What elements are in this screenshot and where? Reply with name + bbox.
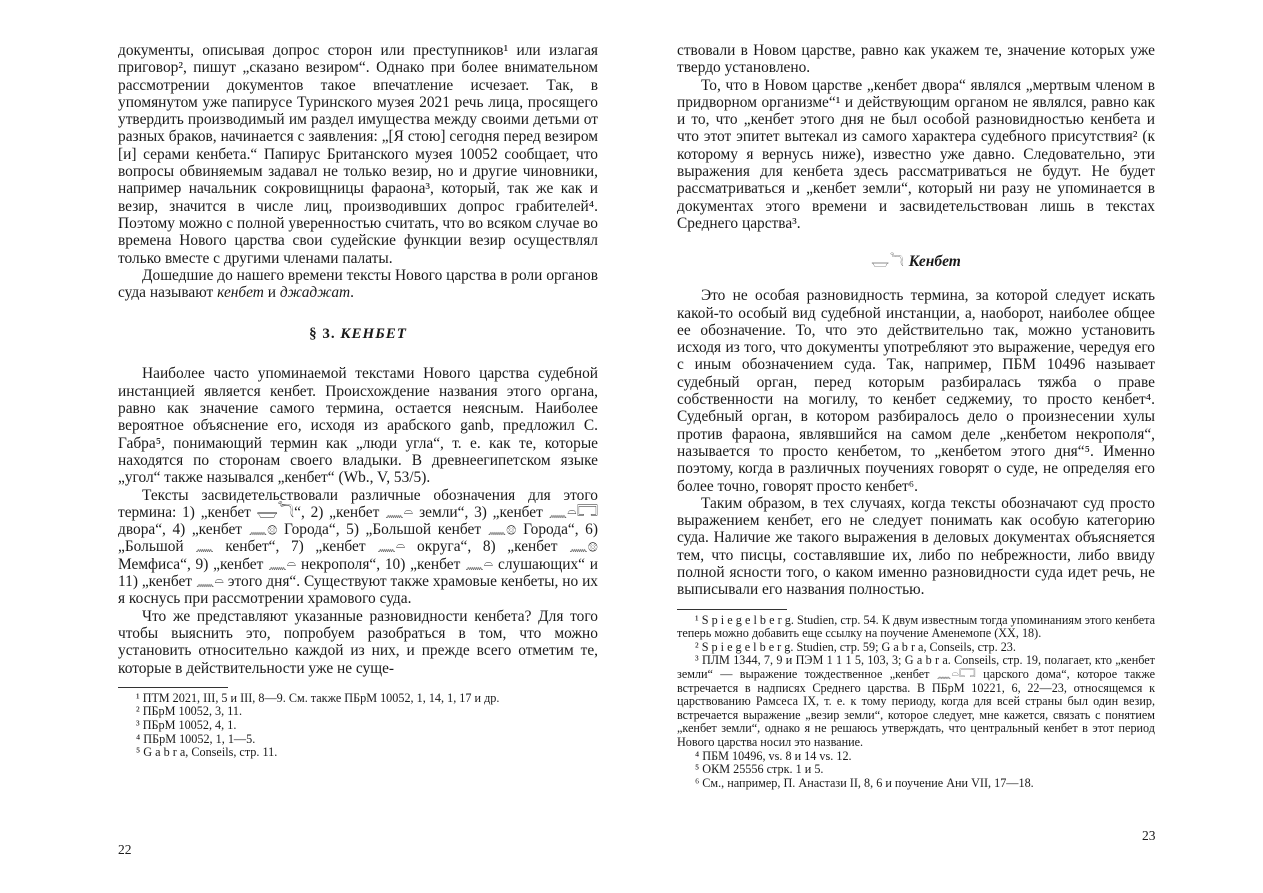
page-number-right: 23 <box>1142 828 1156 843</box>
footnote-divider <box>677 609 787 610</box>
subsection-title: Кенбет <box>908 253 961 271</box>
left-paragraph-4: Тексты засвидетельствовали различные обозначения для этого термина: 1) „кенбет 𓉿𓆓“, 2) „кенбет 𓈖𓏏 земли“, 3) „кенбет 𓈖𓏏𓉐 двора“, 4) „кенбет 𓈖𓊖 Города“, 5) „Большой кенбет 𓈖𓊖 Города“, 6) „Большой 𓈖 кенбет“, 7) „кенбет 𓈖𓏏 округа“, 8) „кенбет 𓈖𓊖 Мемфиса“, 9) „кенбет 𓈖𓏏 некрополя“, 10) „кенбет 𓈖𓏏 слушающих“ и 11) „кенбет 𓈖𓏏 этого дня“. Существуют также храмовые кенбеты, но их я коснусь при рассмотрении храмового суда. <box>118 486 598 608</box>
footnote-item: ⁵ ОКМ 25556 стрк. 1 и 5. <box>695 762 824 777</box>
right-footnotes <box>677 614 1155 791</box>
right-page <box>677 42 1155 790</box>
left-page <box>118 42 598 760</box>
footnote-item: ² S p i e g e l b e r g. Studien, стр. 59; G a b r a, Conseils, стр. 23. <box>695 639 1016 654</box>
footnote-item: ⁶ См., например, П. Анастази II, 8, 6 и поучение Ани VII, 17—18. <box>695 775 1034 790</box>
right-paragraph-1: ствовали в Новом царстве, равно как укажем те, значение которых уже твердо установлено. <box>677 42 1155 77</box>
section-heading <box>118 325 598 343</box>
hieroglyph-icon: 𓉿𓆓 <box>871 255 905 271</box>
term-kenbet: кенбет <box>217 284 264 302</box>
left-p2-text: Дошедшие до нашего времени тексты Нового царства в роли органов суда называют <box>118 266 598 302</box>
left-paragraph-5: Что же представляют указанные разновидности кенбета? Для того чтобы выяснить это, попробуем разобраться в том, что можно установить относительно каждой из них, и прежде всего отметим те, которые в действительности уже не суще- <box>118 607 598 677</box>
left-footnotes <box>118 692 598 760</box>
footnote-item: ¹ S p i e g e l b e r g. Studien, стр. 54. К двум известным тогда упоминаниям этого кенбета теперь можно добавить еще ссылку на поучение Аменемопе (XX, 18). <box>677 612 1155 641</box>
left-paragraph-intro: документы, описывая допрос сторон или преступников¹ или излагая приговор², пишут „сказано везиром“. Однако при более внимательном рассмотрении документов такое впечатление исчезает. Так, в упомянутом уже папирусе Туринского музея 2021 речь лица, просящего утвердить производимый им раздел имущества между своими детьми от разных браков, начинается с заявления: „[Я стою] сегодня перед везиром [и] серами кенбета.“ Папирус Британского музея 10052 сообщает, что вопросы обвиняемым задавал не только везир, но и другие чиновники, например начальник сокровищницы фараона³, который, так же как и везир, значится в числе лиц, производивших допрос грабителей⁴. Поэтому можно с полной уверенностью считать, что во всяком случае во времена Нового царства свои судейские функции везир осуществлял только вместе с другими членами палаты. <box>118 42 598 267</box>
footnote-item: ² ПБрМ 10052, 3, 11. <box>136 704 243 719</box>
footnote-item: ⁴ ПБрМ 10052, 1, 1—5. <box>136 731 256 746</box>
right-paragraph-3: Это не особая разновидность термина, за которой следует искать какой-то особый вид судебной инстанции, а, наоборот, наиболее общее ее обозначение. То, что это действительно так, можно установить исходя из того, что документы употребляют это выражение, чередуя его с иным обозначением суда. Так, например, ПБМ 10496 называет судебный орган, перед которым разбиралась тяжба о праве собственности на могилу, то кенбет седжемиу, то просто кенбет⁴. Судебный орган, в котором разбиралось дело о произнесении хулы против фараона, являвшийся на самом деле „кенбетом некрополя“, называется то просто кенбетом, то „кенбетом этого дня“⁵. Именно поэтому, когда в различных поучениях говорят о суде, не определяя его более точно, говорят просто кенбет⁶. <box>677 287 1155 495</box>
term-djadjat: джаджат <box>279 284 351 302</box>
right-paragraph-4: Таким образом, в тех случаях, когда тексты обозначают суд просто выражением кенбет, его не следует понимать как особую категорию суда. Наличие же такого выражения в деловых документах объясняется тем, что писцы, составлявшие их, либо по небрежности, либо ввиду полной ясности того, о каком именно разновидности суда идет речь, не выписывали его названия полностью. <box>677 494 1155 599</box>
left-paragraph-3: Наиболее часто упоминаемой текстами Нового царства судебной инстанцией является кенбет. Происхождение названия этого органа, равно как значение самого термина, остается неясным. Наиболее вероятное объяснение его, исходя из арабского ganb, предложил С. Габра⁵, понимающий термин как „люди угла“, т. е. как те, которые находятся по сторонам своего владыки. В древнеегипетском языке „угол“ также назывался „кенбет“ (Wb., V, 53/5). <box>118 365 598 487</box>
footnote-item: ³ ПЛМ 1344, 7, 9 и ПЭМ 1 1 1 5, 103, 3; G a b r a. Conseils, стр. 19, полагает, кто „кенбет земли“ — выражение тождественное „кенбет 𓈖𓏏𓉐 царского дома“, которое также встречается в надписях Среднего царства. В ПБрМ 10221, 6, 22—23, относящемся к царствованию Рамсеса IX, т. е. к тому периоду, когда для всей страны был один везир, встречается выражение „везир земли“, которое следует, мне кажется, связать с понятием „кенбет земли“, однако я не решаюсь утверждать, что центральный кенбет в этот период Нового царства носил это название. <box>677 653 1155 749</box>
left-p2-and: и <box>263 284 280 302</box>
footnote-item: ⁵ G a b r a, Conseils, стр. 11. <box>136 745 278 760</box>
footnote-item: ¹ ПТМ 2021, III, 5 и III, 8—9. См. также ПБрМ 10052, 1, 14, 1, 17 и др. <box>136 690 500 705</box>
page-number-left: 22 <box>118 842 132 857</box>
subsection-heading <box>677 250 1155 271</box>
right-paragraph-2: То, что в Новом царстве „кенбет двора“ являлся „мертвым членом в придворном организме“¹ и действующим органом не являлся, равно как и то, что „кенбет этого дня не был особой разновидностью кенбета и что этот эпитет вытекал из самого характера судебного присутствия² (к которому я вернусь ниже), известно уже давно. Следовательно, эти выражения для кенбета здесь рассматриваться не будут. Не будет рассматриваться и „кенбет земли“, который ни разу не упоминается в документах этого времени и засвидетельствован лишь в текстах Среднего царства³. <box>677 76 1155 232</box>
section-title: КЕНБЕТ <box>340 326 407 343</box>
footnote-divider <box>118 687 228 688</box>
left-p2-end: . <box>350 284 354 302</box>
section-number: § 3. <box>309 326 341 343</box>
footnote-item: ³ ПБрМ 10052, 4, 1. <box>136 717 237 732</box>
footnote-item: ⁴ ПБМ 10496, vs. 8 и 14 vs. 12. <box>695 748 852 763</box>
left-paragraph-2 <box>118 267 598 302</box>
